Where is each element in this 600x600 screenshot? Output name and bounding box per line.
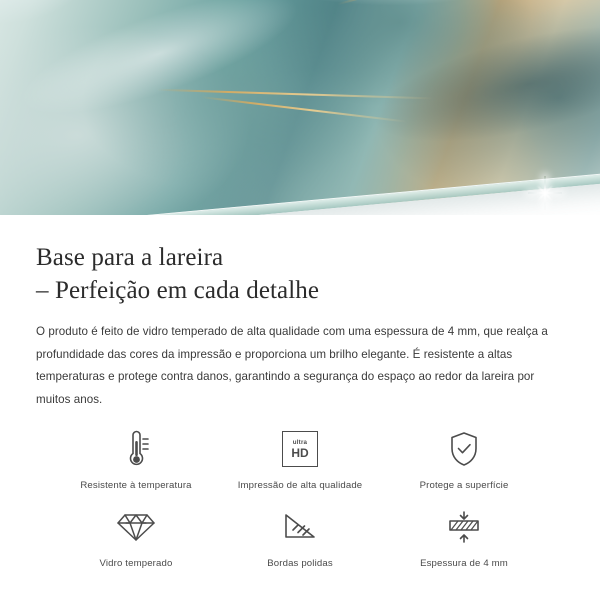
shield-check-icon <box>445 427 483 471</box>
polished-edges-icon <box>280 505 320 549</box>
glass-panel-artwork <box>0 0 600 215</box>
ultra-hd-icon <box>282 427 318 471</box>
feature-label: Espessura de 4 mm <box>420 558 508 570</box>
ultra-hd-badge-bottom: HD <box>291 445 309 460</box>
feature-item <box>54 505 218 569</box>
feature-item <box>382 505 546 569</box>
hero-image <box>0 0 600 215</box>
thickness-icon <box>442 505 486 549</box>
feature-label: Resistente à temperatura <box>80 480 192 492</box>
feature-label: Protege a superfície <box>419 480 509 492</box>
feature-grid <box>36 427 564 569</box>
content-area <box>0 215 600 569</box>
hero-image-inner <box>0 0 600 215</box>
feature-item <box>218 505 382 569</box>
feature-item <box>218 427 382 491</box>
feature-label: Vidro temperado <box>99 558 173 570</box>
page-title-line-2: – Perfeição em cada detalhe <box>36 277 320 304</box>
ultra-hd-badge-top: ultra <box>292 438 308 446</box>
diamond-icon <box>116 505 156 549</box>
feature-label: Impressão de alta qualidade <box>237 480 363 492</box>
feature-item <box>54 427 218 491</box>
ultra-hd-badge <box>282 431 318 467</box>
description-paragraph: O produto é feito de vidro temperado de alta qualidade com uma espessura de 4 mm, que realça a profundidade das cores da impressão e proporciona um brilho elegante. É resistente a altas temperaturas e protege contra danos, garantindo a segurança do espaço ao redor da lareira por muitos anos. <box>36 325 548 406</box>
page-title <box>36 241 564 307</box>
feature-item <box>382 427 546 491</box>
feature-label: Bordas polidas <box>267 558 333 570</box>
page-title-line-1: Base para a lareira <box>36 244 224 271</box>
thermometer-icon <box>116 427 156 471</box>
